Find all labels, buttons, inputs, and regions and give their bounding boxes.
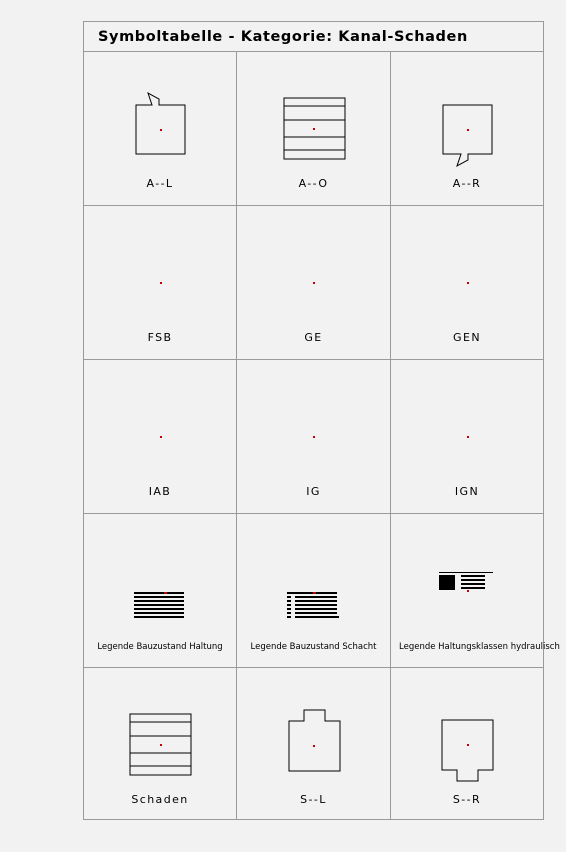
symbol-cell-legende-hydraulisch	[391, 514, 560, 668]
symbol-cell-iab	[84, 360, 237, 514]
symbol-label: S--R	[452, 793, 482, 806]
symbol-cell-schaden	[84, 668, 237, 819]
symbol-label: Schaden	[131, 793, 189, 806]
symbol-cell-a-o	[237, 52, 391, 206]
symbol-grid	[84, 52, 560, 819]
symbol-cell-ign	[391, 360, 543, 514]
table-title: Symboltabelle - Kategorie: Kanal-Schaden	[84, 22, 543, 52]
symbol-cell-a-r	[391, 52, 543, 206]
symbol-label: Legende Bauzustand Schacht	[250, 642, 377, 652]
symbol-label: IG	[306, 485, 321, 498]
symbol-label: A--O	[298, 177, 329, 190]
symbol-label: FSB	[147, 331, 173, 344]
symbol-cell-fsb	[84, 206, 237, 360]
symbol-label: GE	[304, 331, 323, 344]
symbol-label: Legende Haltungsklassen hydraulisch	[399, 642, 560, 652]
symbol-cell-legende-haltung	[84, 514, 237, 668]
symbol-cell-a-l	[84, 52, 237, 206]
symbol-cell-s-r	[391, 668, 543, 819]
symbol-label: IAB	[148, 485, 172, 498]
symbol-label: GEN	[453, 331, 481, 344]
symbol-label: Legende Bauzustand Haltung	[97, 642, 223, 652]
symbol-label: A--L	[146, 177, 174, 190]
symbol-label: S--L	[300, 793, 327, 806]
symbol-cell-s-l	[237, 668, 391, 819]
symbol-cell-ig	[237, 360, 391, 514]
symbol-cell-gen	[391, 206, 543, 360]
symbol-label: IGN	[454, 485, 480, 498]
symbol-cell-legende-schacht	[237, 514, 391, 668]
symbol-label: A--R	[452, 177, 482, 190]
symbol-table	[83, 21, 560, 820]
symbol-cell-ge	[237, 206, 391, 360]
